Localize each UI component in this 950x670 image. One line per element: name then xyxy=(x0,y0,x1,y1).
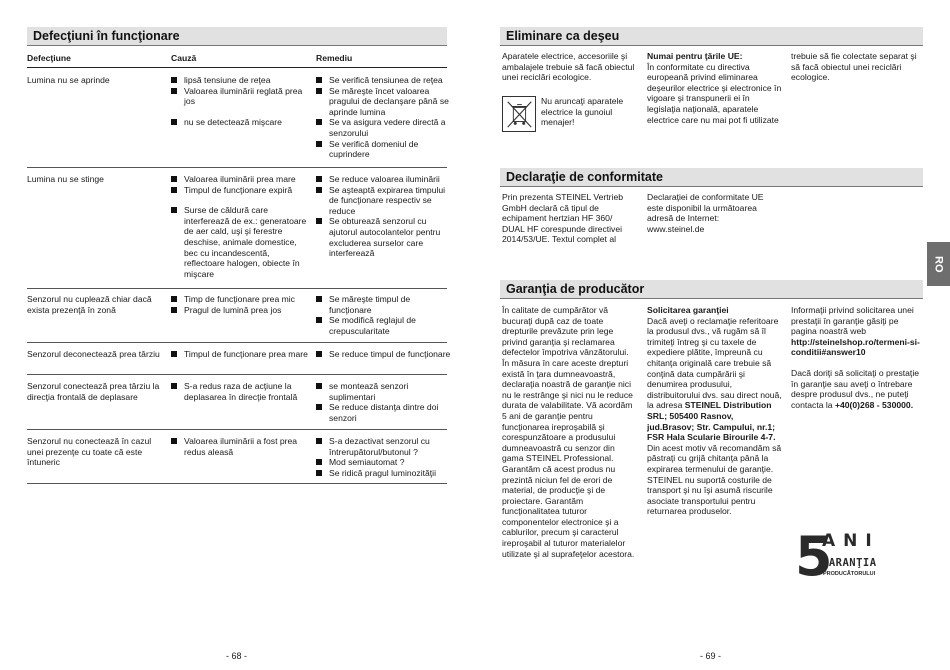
remedy-item: Se va asigura vedere directă a senzorului xyxy=(316,117,451,138)
remedy-item: Se verifică tensiunea de reţea xyxy=(316,75,451,86)
row-divider xyxy=(27,483,447,484)
disposal-eu-continued: trebuie să fie colectate separat şi să facă obiectul unei reciclări ecologice. xyxy=(791,51,917,83)
defect-cell: Lumina nu se aprinde xyxy=(27,75,110,85)
table-header xyxy=(27,53,447,67)
cause-list xyxy=(171,75,311,127)
defect-cell: Senzorul nu conectează în cazul unei prezenţe cu toate că este întuneric xyxy=(27,436,152,468)
row-divider xyxy=(27,342,447,343)
disposal-eu-text: În conformitate cu directiva europeană privind eliminarea deşeurilor electrice şi electronice în vigoare şi transpunerii ei în legislaţia naţională, aparatele electrice care nu mai pot fi utilizate xyxy=(647,61,782,125)
cause-item: Timpul de funcţionare expiră xyxy=(171,185,311,196)
warranty-claim-title: Solicitarea garanţiei xyxy=(647,305,729,315)
badge-label: GARANŢIA xyxy=(822,557,877,569)
header-remedy: Remediu xyxy=(316,53,353,63)
badge-years: ANI xyxy=(822,531,880,551)
remedy-list xyxy=(316,294,451,336)
remedy-item: Se măreşte timpul de funcţionare xyxy=(316,294,451,315)
disposal-text: Aparatele electrice, accesoriile şi ambalajele trebuie să facă obiectul unei reciclări ecologice. xyxy=(502,51,635,83)
disposal-eu-title: Numai pentru ţările UE: xyxy=(647,51,743,61)
warranty-text: În calitate de cumpărător vă bucuraţi după caz de toate drepturile prevăzute prin lege privind garanţia şi reclamarea defectelor împotriva vânzătorului. În măsura în care aceste drepturi există în ţara dumneavoastră, declaraţia noastră de garanţie nici nu le restrânge şi nici nu le reduce durata de valabilitate. Vă acordăm 5 ani de garanţie pentru funcţionarea ireproşabilă şi corespunzătoare a produsului dumneavoastră cu senzor din gama STEINEL Professional. Garantăm că acest produs nu prezintă niciun fel de erori de material, de producţie şi de proiectare. Garantăm funcţionalitatea tuturor componentelor electronice şi a cablurilor, precum şi caracterul ireproşabil al tuturor materialelor utilizate şi al suprafeţelor acestora. xyxy=(502,305,635,559)
remedy-item: Se modifică reglajul de crepuscularitate xyxy=(316,315,451,336)
remedy-item: Se obturează senzorul cu ajutorul autocolantelor pentru excluderea surselor care interferează xyxy=(316,216,451,258)
left-page xyxy=(0,0,470,670)
conformity-text: Prin prezenta STEINEL Vertrieb GmbH declară că tipul de echipament hertzian HF 360/ DUAL HF corespunde directivei 2014/53/UE. Textul complet al xyxy=(502,192,624,245)
defect-cell: Senzorul nu cuplează chiar dacă exista prezenţă în zonă xyxy=(27,294,152,315)
disposal-icon-text: Nu aruncaţi aparatele electrice la gunoiul menajer! xyxy=(541,96,624,128)
badge-number: 5 xyxy=(795,525,833,588)
cause-item: Surse de căldură care interferează de ex.: generatoare de aer cald, uşi şi ferestre deschise, animale domestice, bec cu incandescentă, reflectoare halogen, obiecte în mişcare xyxy=(171,205,311,279)
cause-item: Pragul de lumină prea jos xyxy=(171,305,311,316)
disposal-eu-column xyxy=(647,51,782,125)
warranty-claim-column xyxy=(647,305,782,517)
disposal-title: Eliminare ca deşeu xyxy=(500,27,923,46)
cause-item: Valoarea iluminării a fost prea redus aleasă xyxy=(171,436,311,457)
remedy-list xyxy=(316,174,451,259)
remedy-item: Se reduce valoarea iluminării xyxy=(316,174,451,185)
cause-item: lipsă tensiune de reţea xyxy=(171,75,311,86)
remedy-list xyxy=(316,381,451,423)
row-divider xyxy=(27,288,447,289)
row-divider xyxy=(27,374,447,375)
defect-cell: Senzorul conectează prea târziu la direcţia frontală de deplasare xyxy=(27,381,160,402)
remedy-item: Se reduce distanţa dintre doi senzori xyxy=(316,402,451,423)
cause-item: Valoarea iluminării reglată prea jos xyxy=(171,86,311,107)
page-number-right: - 69 - xyxy=(700,651,722,661)
remedy-list xyxy=(316,349,451,360)
phone-number: +40(0)268 - 530000 xyxy=(834,399,911,410)
remedy-item: Se reduce timpul de funcţionare xyxy=(316,349,451,360)
warranty-badge xyxy=(795,525,885,588)
remedy-item: se montează senzori suplimentari xyxy=(316,381,451,402)
conformity-text-continued: Declaraţiei de conformitate UE este disponibil la următoarea adresă de Internet: www.steinel.de xyxy=(647,192,764,234)
remedy-item: Se măreşte încet valoarea pragului de declanşare până se aprinde lumina xyxy=(316,86,451,118)
remedy-list xyxy=(316,436,451,478)
cause-list xyxy=(171,294,311,315)
troubleshooting-title: Defecţiuni în funcţionare xyxy=(27,27,447,46)
cause-item: Valoarea iluminării prea mare xyxy=(171,174,311,185)
cause-list xyxy=(171,436,311,457)
cause-item: S-a redus raza de acţiune la deplasarea în direcţie frontală xyxy=(171,381,311,402)
table-divider xyxy=(27,67,447,68)
remedy-item: S-a dezactivat senzorul cu întrerupătorul/butonul ? xyxy=(316,436,451,457)
language-tab: RO xyxy=(927,242,950,286)
warranty-title: Garanţia de producător xyxy=(500,280,923,299)
cause-list xyxy=(171,349,311,360)
header-defect: Defecţiune xyxy=(27,53,71,63)
row-divider xyxy=(27,167,447,168)
warranty-link[interactable]: http://steinelshop.ro/termeni-si-conditii#answer10 xyxy=(791,336,920,358)
warranty-claim-text: Dacă aveţi o reclamaţie referitoare la produsul dvs., vă rugăm să îl trimiteţi întreg şi cu taxele de expediere plătite, împreună cu chitanţa originală care trebuie să conţină data cumpărării şi denumirea produsului, distribuitorului dvs. sau direct nouă, la adresa STEINEL Distribution SRL; 505400 Rasnov, jud.Brasov; Str. Campului, nr.1; FSR Hala Scularie Birourile 4-7. Din acest motiv vă recomandăm să păstraţi cu grijă chitanţa până la expirarea termenului de garanţie. STEINEL nu suportă costurile de transport şi nu îşi asumă riscurile asociate transportului pentru returnarea produselor. xyxy=(647,315,782,517)
cause-list xyxy=(171,381,311,402)
defect-cell: Lumina nu se stinge xyxy=(27,174,104,184)
header-cause: Cauză xyxy=(171,53,197,63)
row-divider xyxy=(27,429,447,430)
remedy-item: Se aşteaptă expirarea timpului de funcţionare respectiv se reduce xyxy=(316,185,451,217)
conformity-title: Declaraţie de conformitate xyxy=(500,168,923,187)
crossed-bin-icon xyxy=(502,96,536,132)
cause-item: nu se detectează mişcare xyxy=(171,117,311,128)
page-number-left: - 68 - xyxy=(226,651,248,661)
remedy-item: Mod semiautomat ? xyxy=(316,457,451,468)
remedy-item: Se verifică domeniul de cuprindere xyxy=(316,139,451,160)
cause-list xyxy=(171,174,311,279)
warranty-contact-column: Informaţii privind solicitarea unei prestaţii în garanţie găsiţi pe pagina noastră web http://steinelshop.ro/termeni-si-conditii#answer10 Dacă doriţi să solicitaţi o prestaţie în garanţie sau aveţi o întrebare despre produsul dvs., ne puteţi contacta la +40(0)268 - 530000. xyxy=(791,305,920,410)
cause-item: Timp de funcţionare prea mic xyxy=(171,294,311,305)
company-address: STEINEL Distribution SRL; 505400 Rasnov, jud.Brasov; Str. Campului, nr.1; FSR Hala Scularie Birourile 4-7. xyxy=(647,400,776,443)
defect-cell: Senzorul deconectează prea târziu xyxy=(27,349,160,359)
remedy-list xyxy=(316,75,451,160)
remedy-item: Se ridică pragul luminozităţii xyxy=(316,468,451,479)
badge-sub: PRODUCĂTORULUI xyxy=(823,571,876,577)
cause-item: Timpul de funcţionare prea mare xyxy=(171,349,311,360)
